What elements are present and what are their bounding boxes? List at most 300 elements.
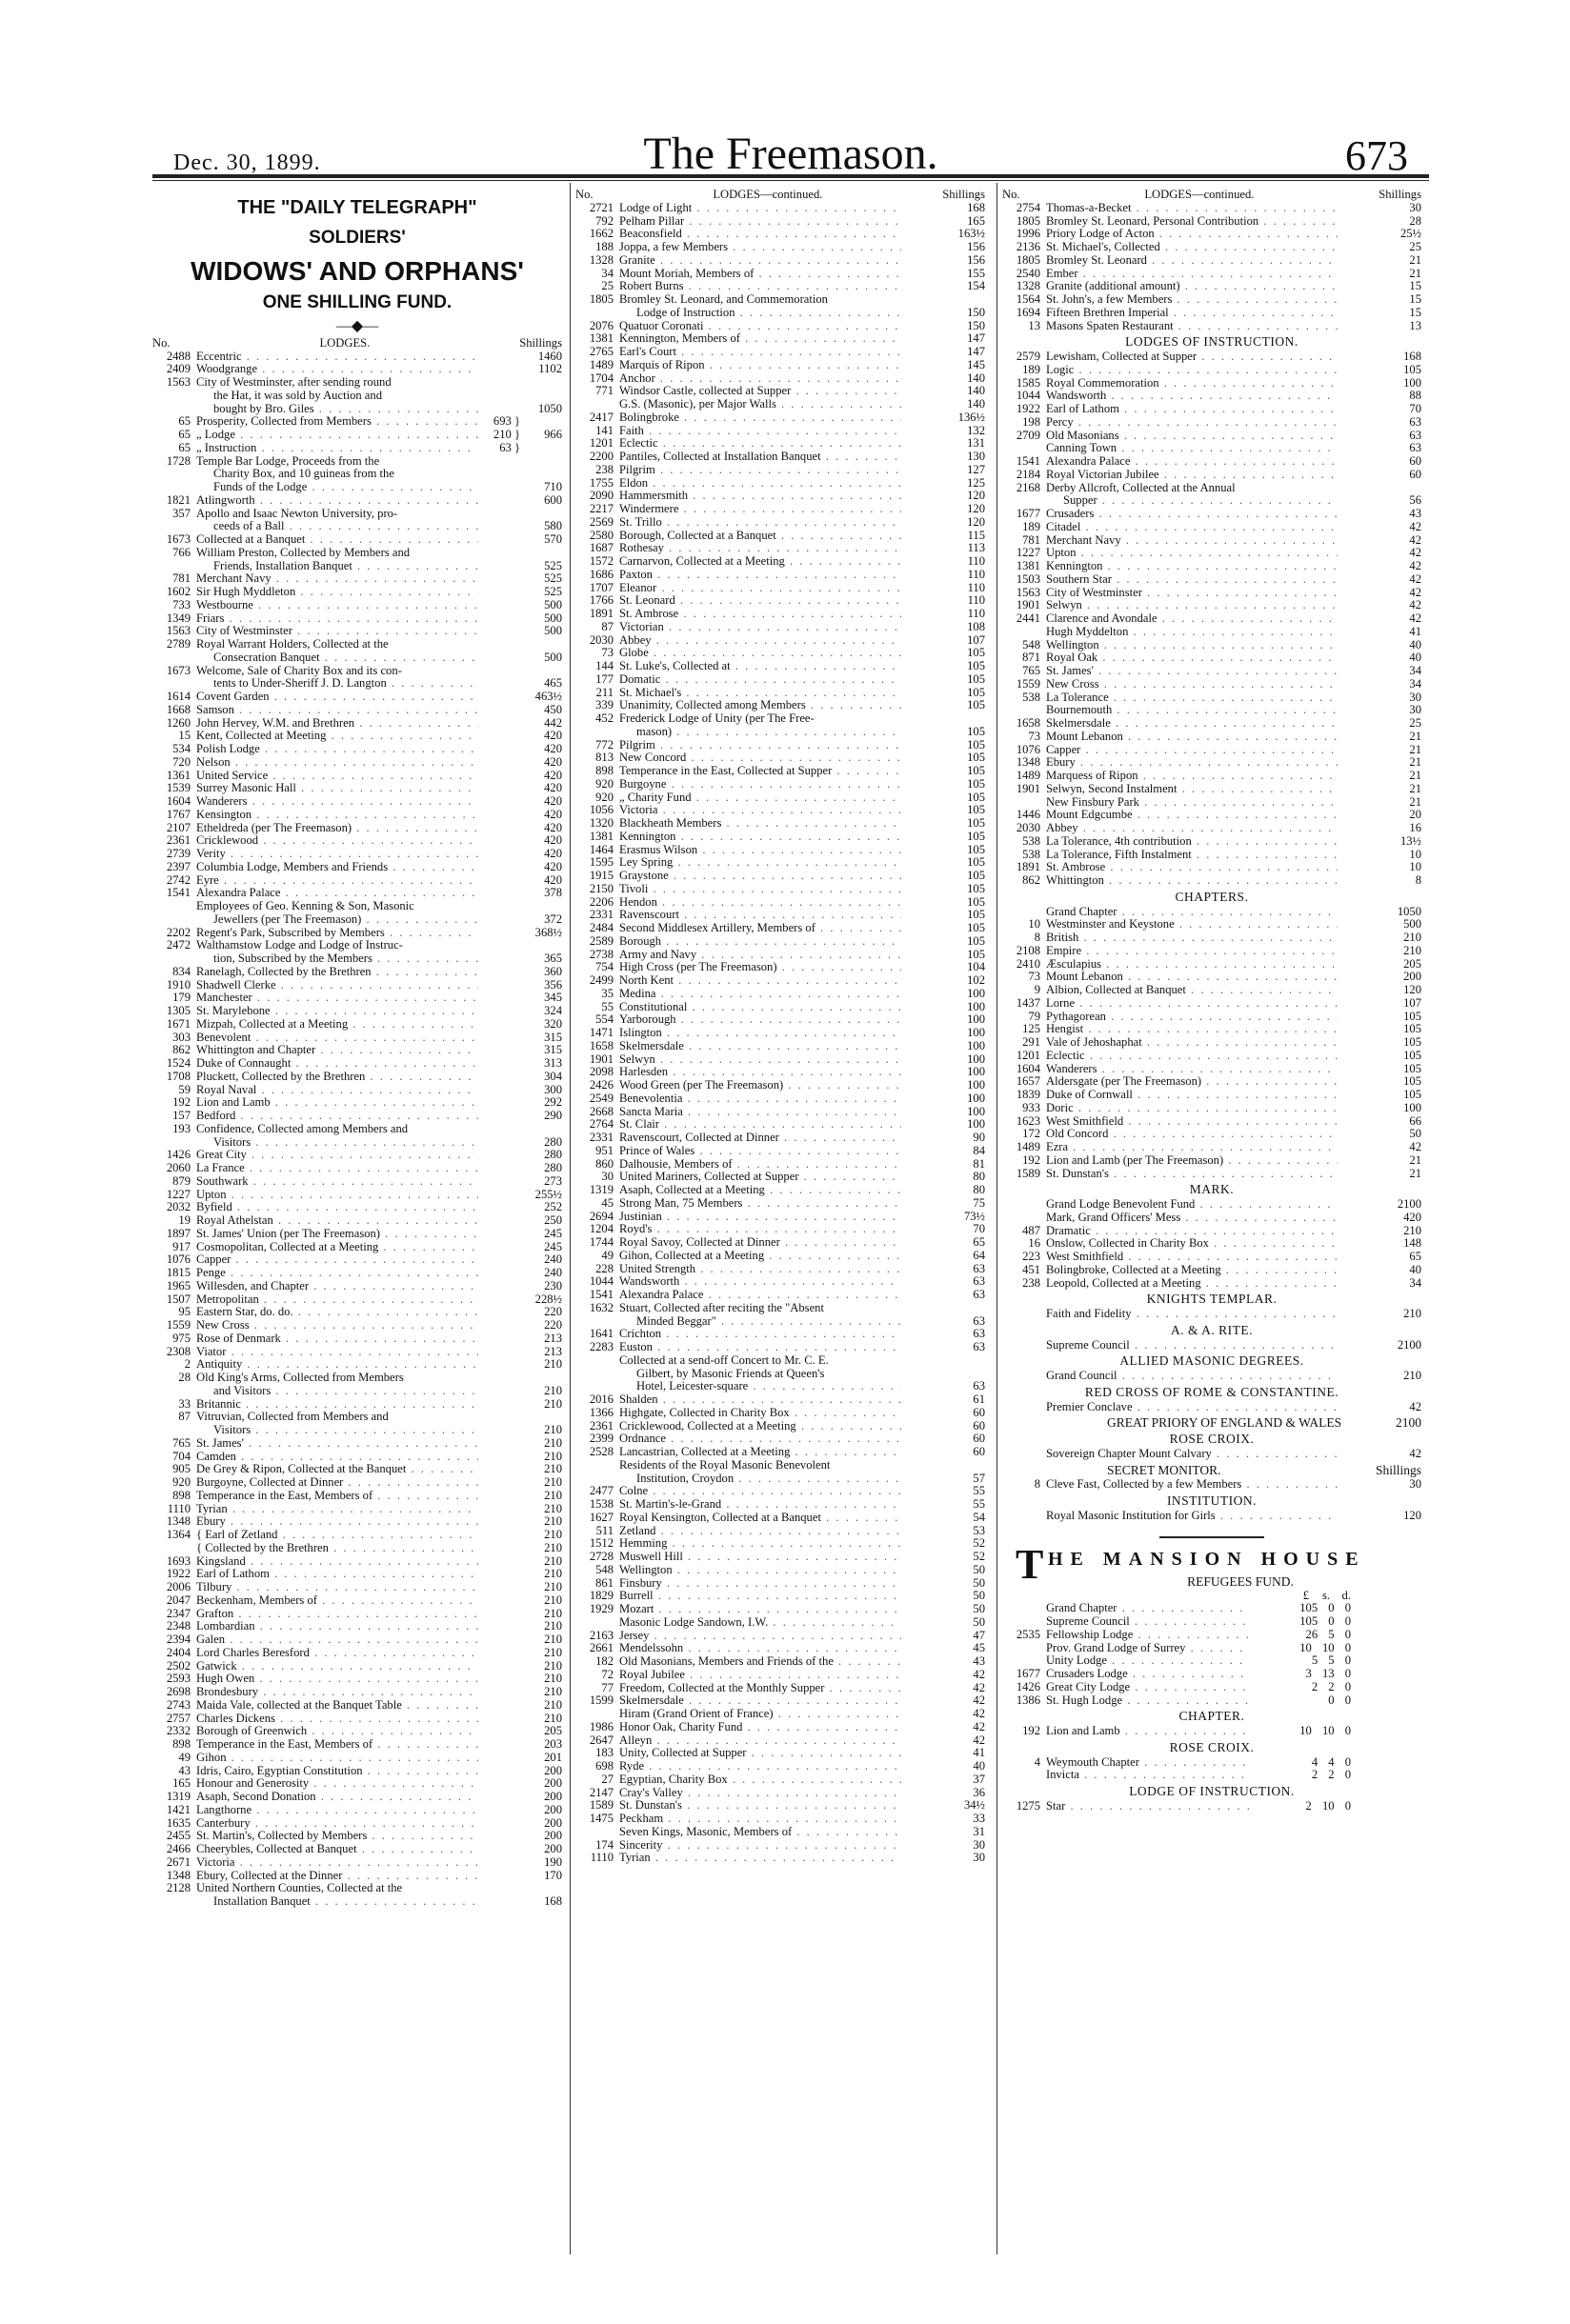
section-heading [1002,1292,1421,1306]
sub-amount [478,1123,520,1136]
list-item [575,1368,985,1381]
lodge-number: 1489 [1016,1140,1040,1153]
lodge-number: 9 [1034,983,1040,996]
lodge-name: North Kent . . . [619,974,901,988]
lodge-name: bought by Bro. Giles . . . [196,403,478,416]
amount: 156 [967,240,985,253]
list-item [152,677,562,691]
lodge-number: 487 [1022,1223,1040,1237]
sub-amount [478,560,520,573]
lodge-name: Freedom, Collected at the Monthly Supper . . . [619,1682,901,1695]
sub-amount [478,1044,520,1057]
list-item [575,751,985,765]
amount: 324 [544,1004,562,1017]
lodge-name: Grand Chapter . . . [1046,1602,1250,1615]
lodge-name: Mizpah, Collected at a Meeting . . . [196,1018,478,1032]
lodge-number: 2589 [589,933,614,948]
lodge-number: 65 [178,428,191,441]
lodge-number: 2728 [589,1550,614,1563]
list-item [575,530,985,543]
list-item [152,403,562,416]
list-item [152,1214,562,1228]
amount: 65 [1409,1250,1421,1263]
amount: 28 [1409,213,1421,228]
list-item [152,494,562,508]
list-item [152,665,562,678]
list-item [1002,849,1421,862]
list-item [152,1306,562,1319]
lodge-number [152,1136,196,1150]
lodge-number: 1707 [589,580,614,594]
lodge-number: 1910 [166,977,191,992]
amount: 210 [544,1435,562,1450]
lodge-number: 2206 [589,894,614,909]
amount: 70 [1409,402,1421,415]
lodge-name: Royal Masonic Institution for Girls . . . [1046,1510,1338,1523]
lodge-name: Grand Lodge Benevolent Fund . . . [1046,1198,1338,1212]
list-item [1002,364,1421,377]
lodge-name: Globe . . . [619,647,901,660]
lodge-number: 1632 [589,1300,614,1314]
amount: 105 [967,855,985,870]
amount: 163½ [957,227,985,241]
list-item [1002,756,1421,770]
lodge-name: Southwark . . . [196,1175,478,1189]
lodge-number [1002,1769,1046,1782]
lodge-name: Lombardian . . . [196,1620,478,1633]
list-item [575,1787,985,1800]
drop-cap: T [1016,1540,1044,1588]
lodge-name: Consecration Banquet . . . [196,651,478,665]
sub-amount [478,612,520,626]
list-item [152,1843,562,1856]
list-item [575,1694,985,1708]
amount: 378 [544,886,562,900]
lodge-number: 1320 [589,816,614,830]
sub-amount [478,1791,520,1804]
sub-amount [1338,678,1379,691]
lodge-name: Selwyn . . . [619,1053,901,1067]
sub-amount [901,569,943,582]
sub-amount [1338,861,1379,874]
lodge-number: 2499 [589,973,614,987]
sub-amount [901,1315,943,1329]
lodge-name: Honour and Generosity . . . [196,1777,478,1791]
sub-amount [901,268,943,281]
lodge-name: Bolingbroke . . . [619,411,901,425]
lodge-name: Cleve Fast, Collected by a few Members . . . [1046,1478,1338,1492]
lodge-number: 1319 [166,1790,191,1803]
amount: 100 [967,1012,985,1027]
amount: 120 [967,489,985,503]
lodge-number: 2528 [589,1445,614,1458]
lodge-number: 1766 [589,593,614,608]
lodge-number: 2184 [1016,467,1040,481]
lodge-name: Anchor . . . [619,372,901,386]
lodge-name: Wanderers . . . [1046,1063,1338,1076]
list-item [152,390,562,403]
sub-amount [478,939,520,952]
list-item [575,712,985,726]
lodge-name: Royal Savoy, Collected at Dinner . . . [619,1236,901,1250]
amount: 50 [973,1575,985,1590]
sub-amount [1338,822,1379,835]
lodge-name: Eclectic . . . [1046,1050,1338,1063]
amount [1379,482,1421,495]
list-item [575,1145,985,1158]
lodge-number: 30 [601,1170,614,1184]
header-no: No. [575,188,594,201]
amount [520,415,562,429]
list-item [575,1734,985,1748]
lodge-name: ceeds of a Ball . . . [196,520,478,533]
amount: 105 [967,671,985,686]
sub-amount [478,1686,520,1699]
amount: 21 [1409,252,1421,267]
sub-amount [478,1332,520,1346]
sub-amount [478,665,520,678]
issue-date: Dec. 30, 1899. [173,150,321,175]
list-item [1002,945,1421,958]
lodge-name: tion, Subscribed by the Members . . . [196,952,478,966]
amount: 100 [967,1091,985,1105]
sub-amount [901,1498,943,1512]
sub-amount [1338,442,1379,455]
lodge-number: 1328 [1016,279,1040,293]
lodge-name: Cricklewood . . . [196,834,478,848]
lodge-number: 2765 [589,345,614,358]
sub-amount [478,1647,520,1660]
lodge-name: Apollo and Isaac Newton University, pro- [196,507,398,520]
lodge-name: Ezra . . . [1046,1141,1338,1154]
lodge-number: 49 [178,1750,191,1764]
sub-amount [478,1568,520,1581]
list-item [152,1620,562,1633]
list-item [575,1773,985,1787]
amount: 105 [967,894,985,909]
list-item [1002,1168,1421,1181]
list-item [1002,822,1421,835]
amount: 2 2 0 [1311,1679,1351,1693]
amount: 210 [544,1488,562,1502]
list-item [1002,573,1421,587]
list-item [575,1525,985,1538]
lodge-number: 2128 [166,1881,191,1895]
lodge-name: Mount Moriah, Members of . . . [619,268,901,281]
list-item [152,429,562,442]
sub-amount [478,1555,520,1569]
amount: 300 [544,1082,562,1096]
list-item [1002,293,1421,307]
list-item [152,913,562,927]
lodge-number: 27 [601,1772,614,1786]
list-item [1002,469,1421,482]
sub-amount [1338,1339,1379,1352]
lodge-number: 879 [172,1173,191,1188]
amount: 21 [1409,266,1421,280]
sub-amount [901,1551,943,1564]
lodge-name: Royal Oak . . . [1046,651,1338,665]
list-item [575,1092,985,1106]
list-item [575,464,985,477]
lodge-number: 192 [1022,1152,1040,1167]
sub-amount [901,398,943,411]
lodge-number: 781 [1022,532,1040,547]
list-item [575,1473,985,1486]
sub-amount [478,1241,520,1254]
amount: 43 [973,1654,985,1668]
amount: 280 [544,1161,562,1174]
list-item [575,817,985,831]
amount: 210 [544,1619,562,1633]
lodge-number: 1965 [166,1278,191,1292]
sub-amount [1338,494,1379,508]
list-item [575,1223,985,1236]
amount: 105 [1403,1088,1421,1101]
list-item [152,1032,562,1045]
lodge-name: Tilbury . . . [196,1581,478,1594]
sub-amount [478,1581,520,1594]
list-item [575,542,985,555]
sub-amount [1338,1308,1379,1321]
lodge-name: Royal Victorian Jubilee . . . [1046,469,1338,482]
amount: 60 [1409,454,1421,468]
sub-amount [901,687,943,700]
amount: 63 [973,1261,985,1275]
lodge-name: Burgoyne . . . [619,778,901,791]
lodge-number: 1507 [166,1292,191,1306]
list-item [152,1293,562,1307]
lodge-number: 917 [172,1239,191,1253]
amount: 63 [973,1274,985,1289]
list-item [575,320,985,333]
lodge-name: Ravenscourt, Collected at Dinner . . . [619,1132,901,1145]
list-item [152,1044,562,1057]
lodge-name: Fellowship Lodge . . . [1046,1629,1250,1642]
lodge-number: 1564 [1016,292,1040,306]
amount: 127 [967,462,985,476]
lodge-number: 1524 [166,1056,191,1070]
list-item [152,1817,562,1831]
amount: 73½ [963,1209,985,1223]
section-amount: Shillings [1375,1462,1421,1477]
lodge-number [575,1354,619,1368]
amount [943,1459,985,1473]
sub-amount [478,1895,520,1909]
lodge-number: 2721 [589,200,614,214]
header-no: No. [152,335,171,350]
amount: 105 [967,842,985,856]
lodge-name: Crusaders . . . [1046,508,1338,521]
lodge-name: Ordnance . . . [619,1432,901,1446]
amount: 420 [544,859,562,873]
lodge-number: 1366 [589,1405,614,1419]
amount: 63 [1409,414,1421,429]
list-item [1002,1225,1421,1238]
list-item [1002,918,1421,932]
lodge-number: 1227 [1016,546,1040,560]
lodge-number: 13 [1028,318,1040,332]
lodge-number: 1305 [166,1004,191,1017]
amount: 245 [544,1239,562,1253]
list-item [152,1358,562,1372]
list-item [575,1289,985,1302]
list-item [1002,906,1421,919]
amount: 63 [973,1379,985,1393]
lodge-name: Capper . . . [1046,744,1338,757]
list-item [575,1197,985,1211]
lodge-name: Abbey . . . [619,634,901,648]
lodge-name: Quatuor Coronati . . . [619,320,901,333]
list-item [152,1686,562,1699]
amount: 30 [1409,690,1421,704]
lodge-number: 73 [1028,729,1040,743]
list-item [1002,1510,1421,1523]
lodge-number: 860 [595,1156,614,1171]
amount: 240 [544,1266,562,1279]
lodge-name: City of Westminster, after sending round [196,376,392,389]
sub-amount [478,782,520,795]
lodge-name: Asaph, Collected at a Meeting . . . [619,1184,901,1197]
lodge-number: 223 [1022,1250,1040,1263]
amount: 63 [973,1288,985,1301]
amount: 228½ [534,1292,562,1306]
lodge-number [152,560,196,573]
lodge-number: 157 [172,1109,191,1122]
lodge-name: Victoria . . . [196,1856,478,1870]
list-item [575,726,985,739]
lodge-name: Erasmus Wilson . . . [619,844,901,857]
list-item [575,1013,985,1027]
lodge-name: Masons Spaten Restaurant . . . [1046,320,1338,333]
amount: 210 [544,1423,562,1436]
lodge-number: 1627 [589,1510,614,1524]
lodge-number [1002,1602,1046,1615]
sub-amount [901,608,943,621]
lodge-number: 1677 [1016,1667,1040,1680]
lodge-number: 733 [172,597,191,611]
amount: 16 [1409,821,1421,834]
amount: 420 [544,807,562,821]
list-item [152,834,562,848]
lodge-number: 1328 [589,252,614,267]
list-item [1002,280,1421,293]
list-item [575,1485,985,1498]
lodge-name: Logic . . . [1046,364,1338,377]
sub-amount [901,974,943,988]
list-item [575,673,985,687]
sub-amount [1338,997,1379,1011]
sub-amount [1338,945,1379,958]
sub-amount [1338,744,1379,757]
lodge-name: Gilbert, by Masonic Friends at Queen's [636,1367,825,1380]
lodge-name: Cricklewood, Collected at a Meeting . . . [619,1420,901,1433]
lodge-name: Victorian . . . [619,621,901,634]
amount: 210 [544,1462,562,1476]
sub-amount [1338,280,1379,293]
lodge-name: St. Martin's-le-Grand . . . [619,1498,901,1512]
lodge-name: Lodge of Light . . . [619,202,901,215]
header-unit: Shillings [942,188,985,201]
amount: 105 [967,921,985,934]
amount: 15 [1409,305,1421,319]
list-item [575,1354,985,1368]
sub-amount [901,1485,943,1498]
amount: 15 [1409,292,1421,306]
lodge-number: 2488 [166,349,191,363]
lodge-number: 65 [178,440,191,454]
list-item [575,477,985,491]
sub-amount [901,293,943,307]
lodge-number: 871 [1022,651,1040,665]
sub-amount [901,1393,943,1407]
masthead [152,114,1429,179]
sub-amount [1338,756,1379,770]
lodge-number: 1686 [589,567,614,581]
lodge-name: Faith . . . [619,425,901,438]
list-item [152,1084,562,1097]
amount: 10 [1409,860,1421,874]
list-item [1002,1694,1421,1708]
lodge-name: Benevolentia . . . [619,1092,901,1106]
lodge-number: 2331 [589,1131,614,1144]
lodge-number: 2466 [166,1842,191,1855]
sub-amount [1338,1264,1379,1277]
amount [520,455,562,469]
sub-amount [478,1830,520,1843]
lodge-name: Faith and Fidelity . . . [1046,1308,1338,1321]
amount: 100 [967,1065,985,1079]
sub-amount [901,530,943,543]
amount: 21 [1409,794,1421,809]
amount: 42 [1409,598,1421,612]
list-item [152,1777,562,1791]
donation-list [575,202,985,1865]
amount: 63 [1409,441,1421,455]
list-item [575,909,985,922]
amount: 55 [973,1497,985,1511]
lodge-name: Byfield . . . [196,1201,478,1214]
section-title: ROSE CROIX. [1169,1432,1255,1446]
list-item [152,756,562,770]
sub-amount [1338,599,1379,612]
amount: 200 [544,1802,562,1816]
amount: 230 [544,1278,562,1292]
lodge-name: Hugh Myddelton . . . [1046,626,1338,639]
header-no: No. [1002,188,1020,201]
list-item [152,1110,562,1123]
section-heading [1002,1785,1421,1798]
list-item [575,1721,985,1734]
lodge-name: Domatic . . . [619,673,901,687]
lodge-name: Lewisham, Collected at Supper . . . [1046,351,1338,364]
sub-amount [478,586,520,599]
amount: 240 [544,1252,562,1267]
list-item [575,608,985,621]
list-item [575,1669,985,1682]
lodge-number [1002,1654,1046,1668]
list-item [575,1708,985,1721]
lodge-number: 2764 [589,1117,614,1132]
sub-amount [1338,1050,1379,1063]
amount: 41 [973,1746,985,1760]
lodge-name: Wandsworth . . . [1046,390,1338,403]
amount: 100 [1403,375,1421,390]
amount: 102 [967,973,985,987]
amount: 368½ [534,925,562,939]
lodge-name: William Preston, Collected by Members and [196,546,411,559]
lodge-number: 1668 [166,702,191,716]
